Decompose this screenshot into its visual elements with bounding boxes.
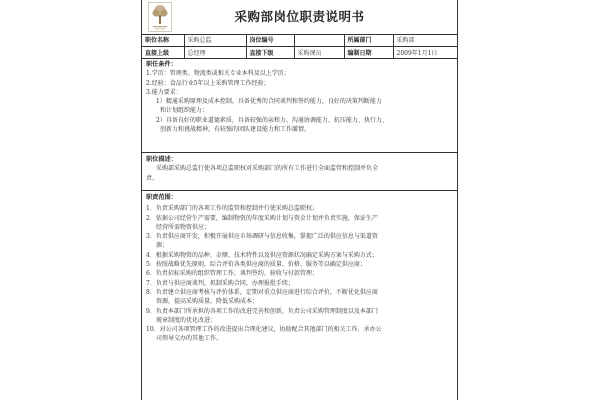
list-item: 7．负责与供应商谈判，拟制采购合同，办理报批手续； [146, 279, 294, 287]
position-name-label: 职位名称 [142, 34, 184, 46]
direct-subordinate-label: 直接下级 [246, 46, 294, 59]
list-item: 创新力和挑战精神，有较强的团队建设能力和工作激情。 [160, 126, 311, 134]
description-title: 职位描述： [146, 156, 177, 163]
list-item: 9．负责本部门所承担的各项工作的改进完善和创新，负责公司采购管理制度以及本部门 [146, 307, 378, 315]
direct-subordinate-value: 采购课员 [294, 46, 344, 59]
list-item: 2．依据公司经营生产需要，编制物资的年度采购计划与资金计划并负责实施，保证生产 [146, 214, 378, 222]
compile-date-value: 2009年1月1日 [393, 46, 457, 59]
list-item: 采购部采购总监行使各项总监职权对采购部门的所有工作进行全面监管和控制并负全 [156, 165, 379, 173]
list-item: 资源，提高采购质量，降低采购成本； [156, 298, 259, 306]
list-item: 源； [156, 242, 169, 250]
table-row [142, 46, 457, 59]
list-item: 3.能力要求： [146, 88, 182, 96]
list-item: 责。 [146, 174, 159, 182]
page-title: 采购部岗位职责说明书 [234, 9, 365, 24]
position-name-value: 采购总监 [184, 34, 246, 46]
list-item: 5．按照战略优先原则，综合评价各类供应商的质量、价格、服务等以确定供应商； [146, 261, 366, 269]
list-item: 3．负责供应商开发，积极开展供应市场调研与信息收集，掌握广泛的供应信息与渠道资 [146, 233, 378, 241]
list-item: 司领导交办的其他工作。 [156, 335, 223, 343]
compile-date-label: 编制日期 [344, 46, 393, 59]
list-item: 1）精通采购原理及成本控制，具备优秀的合同谈判和签约能力，良好的决策判断能力 [156, 98, 382, 106]
list-item: 1．负责采购部门的各项工作的监管和控制并行使采购总监职权； [146, 205, 318, 213]
list-item: 6．负责招标采购的组织管理工作，谈判签约、验收与付款管理； [146, 270, 318, 278]
direct-superior-value: 总经理 [184, 46, 246, 59]
list-item: 规章制度的优化改进； [156, 316, 217, 324]
list-item: 2）具备良好的职业道德素质，具备较强的亲和力、沟通协调能力、抗压能力、执行力、 [156, 116, 388, 124]
list-item: 2.经验：食品行业5年以上采购管理工作经验； [146, 79, 270, 87]
requirements-section [142, 58, 457, 153]
department-label: 所属部门 [344, 34, 393, 46]
requirements-title: 职任条件： [146, 61, 177, 68]
list-item: 和计划组织能力； [160, 107, 209, 115]
direct-superior-label: 直接上级 [142, 46, 184, 59]
description-section [142, 153, 457, 191]
document-header [142, 0, 457, 35]
list-item: 1.学历：管理类、物流类或相关专业本科及以上学历； [146, 70, 290, 78]
department-value: 采购部 [393, 34, 457, 46]
position-id-value [294, 34, 344, 46]
list-item: 8．负责建立供应商考核与评价体系，定期对重点供应商进行综合评价，不断优化供应商 [146, 288, 378, 296]
table-row [142, 34, 457, 46]
list-item: 经营所需物资供应； [156, 223, 211, 231]
duties-title: 职责范围： [146, 194, 177, 201]
list-item: 4．根据采购物资的品种、金额、技术特性以及供应资源状况确定采购方案与采购方式； [146, 251, 378, 259]
position-info-table [142, 34, 457, 59]
job-description-document [141, 0, 458, 400]
list-item: 10．对公司各项管理工作的改进提出合理化建议，协助配合其他部门的相关工作，承办公 [146, 326, 382, 334]
duties-section [142, 191, 457, 400]
position-id-label: 岗位编号 [246, 34, 294, 46]
